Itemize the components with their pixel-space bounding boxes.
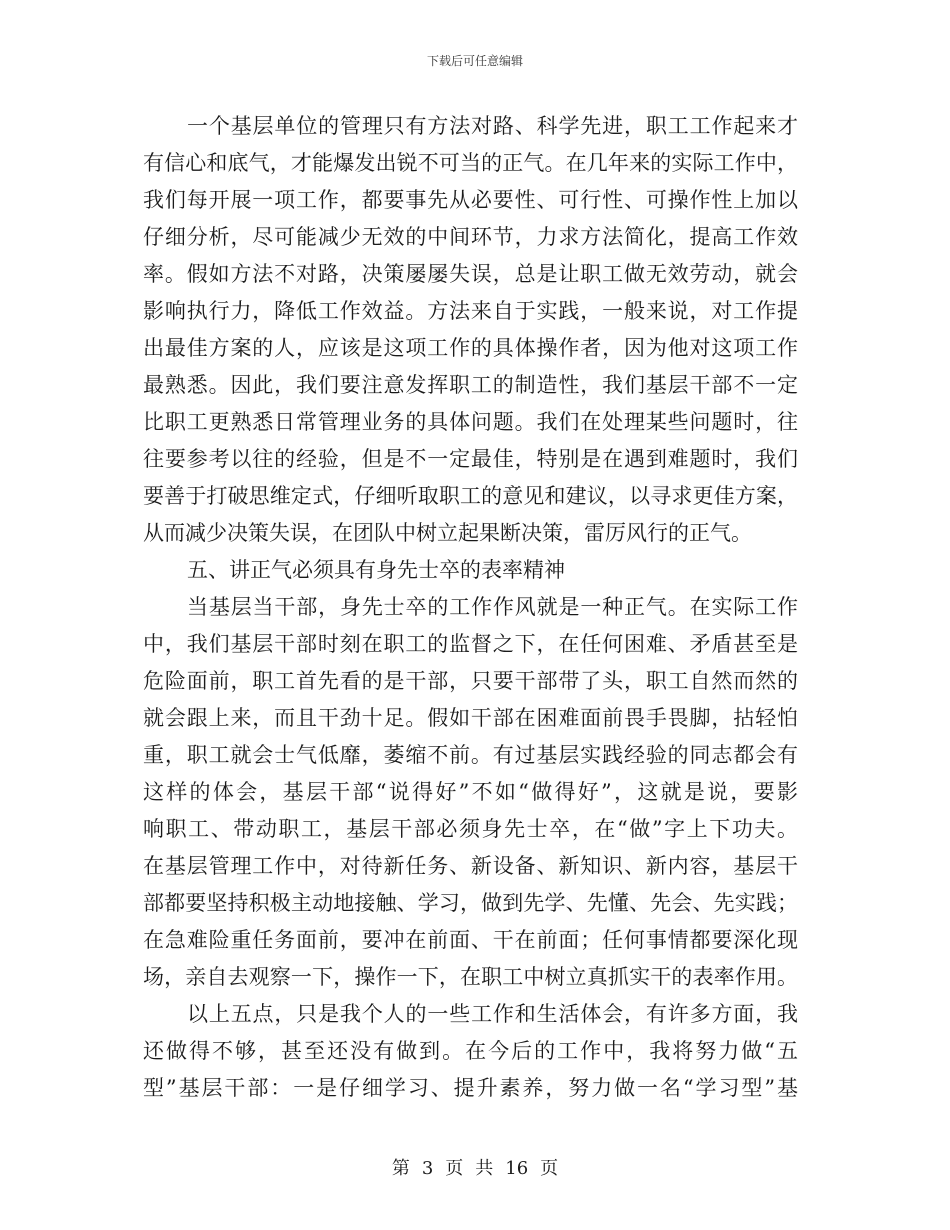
paragraph-line: 在基层管理工作中，对待新任务、新设备、新知识、新内容，基层干 [143,854,798,878]
paragraph-line: 一个基层单位的管理只有方法对路、科学先进，职工工作起来才 [187,114,798,138]
paragraph-line: 以上五点，只是我个人的一些工作和生活体会，有许多方面，我 [187,1002,798,1026]
paragraph-line: 当基层当干部，身先士卒的工作作风就是一种正气。在实际工作 [187,595,798,619]
footer-total-label: 共 [475,1158,494,1179]
paragraph-line: 重，职工就会士气低靡，萎缩不前。有过基层实践经验的同志都会有 [143,743,798,767]
paragraph-line: 型”基层干部：一是仔细学习、提升素养，努力做一名“学习型”基 [143,1076,798,1100]
footer-unit-label: 页 [445,1158,464,1179]
paragraph-line: 往要参考以往的经验，但是不一定最佳，特别是在遇到难题时，我们 [143,447,798,471]
footer-unit-label-2: 页 [540,1158,559,1179]
paragraph-line: 比职工更熟悉日常管理业务的具体问题。我们在处理某些问题时，往 [143,410,798,434]
paragraph-line: 还做得不够，甚至还没有做到。在今后的工作中，我将努力做“五 [143,1039,798,1063]
paragraph-line: 这样的体会，基层干部“说得好”不如“做得好”，这就是说，要影 [143,780,798,804]
footer-current-page: 3 [421,1158,434,1179]
paragraph-line: 部都要坚持积极主动地接触、学习，做到先学、先懂、先会、先实践； [143,891,798,915]
footer-page-label: 第 [391,1158,410,1179]
paragraph-line: 最熟悉。因此，我们要注意发挥职工的制造性，我们基层干部不一定 [143,373,798,397]
paragraph-line: 要善于打破思维定式，仔细听取职工的意见和建议，以寻求更佳方案， [143,484,798,508]
paragraph-line: 中，我们基层干部时刻在职工的监督之下，在任何困难、矛盾甚至是 [143,632,798,656]
page-header: 下载后可任意编辑 [426,54,523,68]
paragraph-line: 危险面前，职工首先看的是干部，只要干部带了头，职工自然而然的 [143,669,798,693]
paragraph-line: 有信心和底气，才能爆发出锐不可当的正气。在几年来的实际工作中， [143,151,798,175]
paragraph-line: 仔细分析，尽可能减少无效的中间环节，力求方法简化，提高工作效 [143,225,798,249]
paragraph-line: 场，亲自去观察一下，操作一下，在职工中树立真抓实干的表率作用。 [143,965,798,989]
section-heading: 五、讲正气必须具有身先士卒的表率精神 [187,558,565,582]
paragraph-line: 在急难险重任务面前，要冲在前面、干在前面；任何事情都要深化现 [143,928,798,952]
paragraph-line: 出最佳方案的人，应该是这项工作的具体操作者，因为他对这项工作 [143,336,798,360]
paragraph-line: 影响执行力，降低工作效益。方法来自于实践，一般来说，对工作提 [143,299,798,323]
document-body [143,110,798,1109]
paragraph-line: 响职工、带动职工，基层干部必须身先士卒，在“做”字上下功夫。 [143,817,798,841]
paragraph-line: 率。假如方法不对路，决策屡屡失误，总是让职工做无效劳动，就会 [143,262,798,286]
paragraph-line: 就会跟上来，而且干劲十足。假如干部在困难面前畏手畏脚，拈轻怕 [143,706,798,730]
footer-total-pages: 16 [505,1158,529,1179]
paragraph-line: 我们每开展一项工作，都要事先从必要性、可行性、可操作性上加以 [143,188,798,212]
page-footer [0,1154,950,1180]
paragraph-line: 从而减少决策失误，在团队中树立起果断决策，雷厉风行的正气。 [143,521,752,545]
